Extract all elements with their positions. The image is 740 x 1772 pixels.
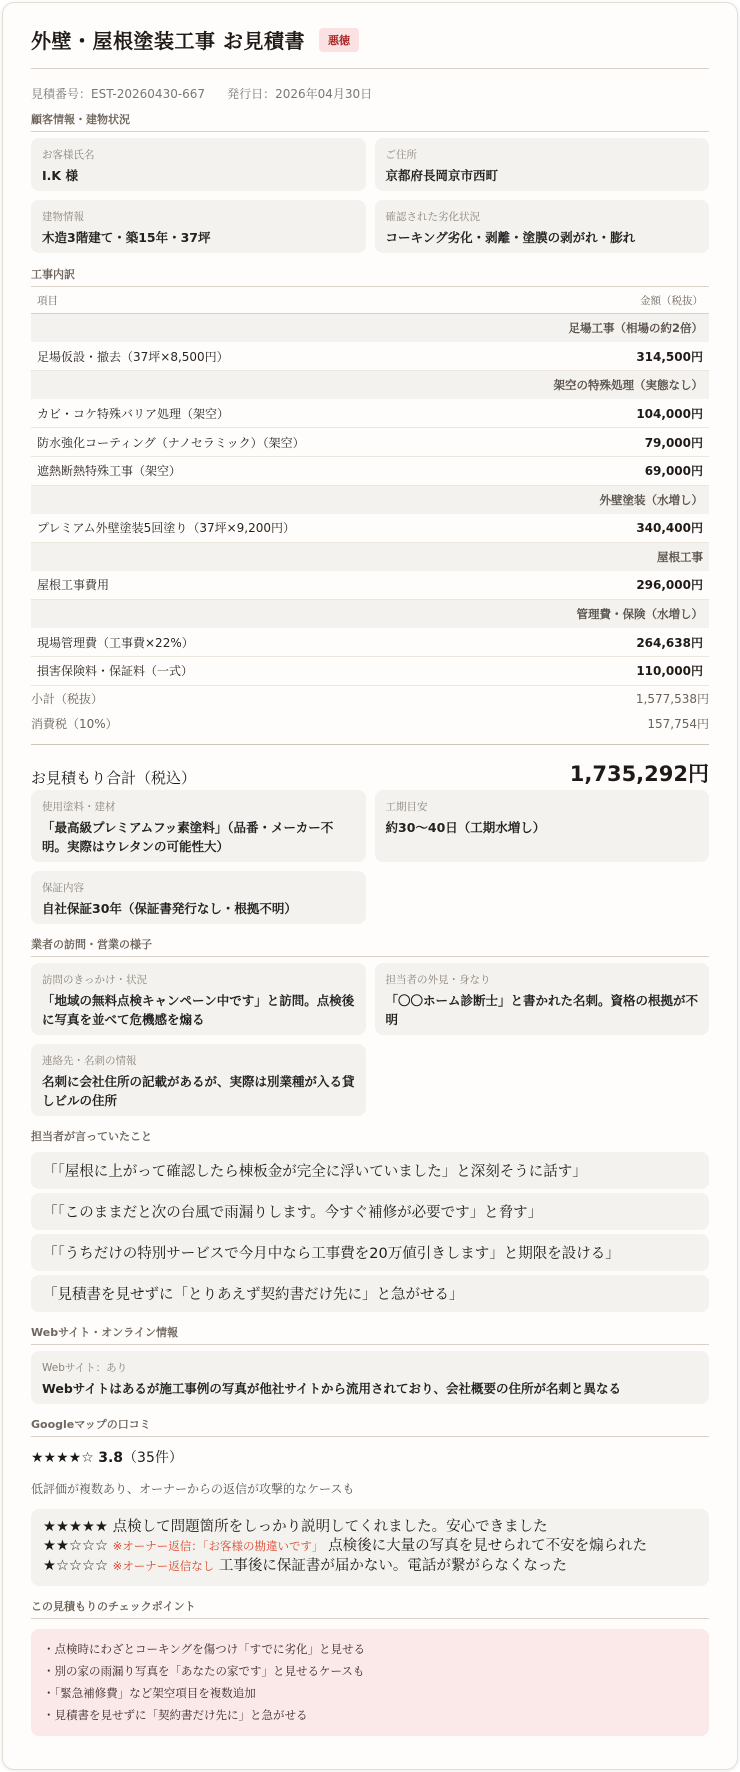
issue-date: 発行日：2026年04月30日 (227, 87, 373, 101)
owner-reply: ※オーナー返信なし (112, 1558, 215, 1573)
customer-address-box (375, 138, 710, 191)
table-row (31, 514, 709, 543)
customer-info-grid (31, 138, 709, 253)
category-label: 架空の特殊処理（実態なし） (31, 371, 709, 400)
item-name: 現場管理費（工事費×22%） (31, 628, 560, 657)
staff-appearance-box (375, 963, 710, 1035)
item-name: 防水強化コーティング（ナノセラミック）（架空） (31, 428, 560, 457)
building-info-label: 建物情報 (42, 211, 84, 223)
document-header (31, 25, 709, 69)
table-row (31, 342, 709, 371)
customer-name-value: I.K 様 (42, 168, 78, 183)
quote-item: 「「屋根に上がって確認したら棟板金が完全に浮いていました」と深刻そうに話す」 (31, 1152, 709, 1189)
item-amount: 264,638円 (560, 628, 709, 657)
spec-grid (31, 790, 709, 924)
review-note: 低評価が複数あり、オーナーからの返信が攻撃的なケースも (31, 1481, 355, 1496)
tax-value: 157,754円 (647, 716, 709, 731)
total-row (31, 744, 709, 788)
website-value: Webサイトはあるが施工事例の写真が他社サイトから流用されており、会社概要の住所が名刺と異なる (42, 1380, 622, 1396)
document-meta (31, 85, 709, 102)
category-row (31, 542, 709, 571)
table-row (31, 657, 709, 686)
checkpoint-item: ・別の家の雨漏り写真を「あなたの家です」と見せるケースも (43, 1664, 365, 1679)
work-period-label: 工期目安 (385, 800, 428, 813)
estimate-number: 見積番号：EST-20260430-667 (31, 87, 206, 101)
checkpoints-section-title: この見積もりのチェックポイント (31, 1598, 709, 1619)
visit-reason-value: 「地域の無料点検キャンペーン中です」と訪問。点検後に写真を並べて危機感を煽る (42, 992, 355, 1028)
contact-info-box (31, 1044, 366, 1116)
checkpoint-item: ・点検時にわざとコーキングを傷つけ「すでに劣化」と見せる (43, 1642, 365, 1657)
item-amount: 340,400円 (560, 514, 709, 543)
paint-material-box (31, 790, 366, 862)
table-row (31, 456, 709, 485)
quote-item: 「「このままだと次の台風で雨漏りします。今すぐ補修が必要です」と脅す」 (31, 1193, 709, 1230)
table-row (31, 428, 709, 457)
works-section-title: 工事内訳 (31, 266, 709, 287)
item-name: 足場仮設・撤去（37坪×8,500円） (31, 342, 560, 371)
review-stars: ★☆☆☆☆ (43, 1557, 108, 1574)
category-row (31, 371, 709, 400)
visit-section-title: 業者の訪問・営業の様子 (31, 936, 709, 957)
paint-material-label: 使用塗料・建材 (42, 800, 116, 813)
fraud-badge: 悪徳 (319, 28, 359, 52)
item-amount: 104,000円 (560, 399, 709, 428)
building-info-box (31, 200, 366, 253)
category-row (31, 314, 709, 343)
category-row (31, 599, 709, 628)
item-amount: 314,500円 (560, 342, 709, 371)
subtotal-value: 1,577,538円 (635, 691, 709, 706)
item-amount: 296,000円 (560, 571, 709, 600)
rating-summary (31, 1447, 709, 1467)
document-title: 外壁・屋根塗装工事 お見積書 (31, 29, 305, 53)
review-text: 点検して問題箇所をしっかり説明してくれました。安心できました (112, 1518, 548, 1535)
quote-item: 「見積書を見せずに「とりあえず契約書だけ先に」と急がせる」 (31, 1275, 709, 1312)
visit-grid (31, 963, 709, 1116)
website-box (31, 1351, 709, 1404)
table-row (31, 399, 709, 428)
column-amount: 金額（税抜） (560, 289, 709, 314)
staff-appearance-label: 担当者の外見・身なり (385, 973, 491, 986)
category-label: 管理費・保険（水増し） (31, 599, 709, 628)
category-row (31, 485, 709, 514)
review-stars: ★★★★★ (43, 1518, 108, 1535)
customer-address-value: 京都府長岡京市西町 (385, 168, 499, 183)
tax-label: 消費税（10%） (31, 716, 118, 731)
review-item (43, 1537, 697, 1557)
category-label: 外壁塗装（水増し） (31, 485, 709, 514)
checkpoint-item: ・見積書を見せずに「契約書だけ先に」と急がせる (43, 1707, 308, 1722)
item-name: 損害保険料・保証料（一式） (31, 657, 560, 686)
category-label: 足場工事（相場の約2倍） (31, 314, 709, 343)
work-period-value: 約30〜40日（工期水増し） (385, 819, 546, 835)
website-label: Webサイト：あり (42, 1361, 128, 1374)
table-row (31, 628, 709, 657)
item-amount: 110,000円 (560, 657, 709, 686)
estimate-table (31, 289, 709, 686)
warranty-box (31, 871, 366, 924)
customer-name-label: お客様氏名 (42, 149, 95, 161)
review-item (43, 1557, 697, 1577)
rating-stars: ★★★★☆ (31, 1449, 94, 1466)
visit-reason-box (31, 963, 366, 1035)
review-count: （35件） (123, 1449, 183, 1466)
building-info-value: 木造3階建て・築15年・37坪 (42, 230, 211, 245)
contact-info-value: 名刺に会社住所の記載があるが、実際は別業種が入る貸しビルの住所 (42, 1073, 355, 1109)
rating-score: 3.8 (98, 1449, 124, 1466)
column-item: 項目 (31, 289, 560, 314)
owner-reply: ※オーナー返信：「お客様の勘違いです」 (112, 1539, 324, 1554)
table-row (31, 571, 709, 600)
total-value: 1,735,292円 (569, 761, 709, 786)
paint-material-value: 「最高級プレミアムフッ素塗料」（品番・メーカー不明。実際はウレタンの可能性大） (42, 819, 334, 855)
contact-info-label: 連絡先・名刺の情報 (42, 1054, 137, 1067)
gmap-section-title: Googleマップの口コミ (31, 1416, 709, 1437)
category-label: 屋根工事 (31, 542, 709, 571)
customer-section-title: 顧客情報・建物状況 (31, 111, 709, 132)
item-name: カビ・コケ特殊バリア処理（架空） (31, 399, 560, 428)
warranty-label: 保証内容 (42, 881, 84, 894)
warranty-value: 自社保証30年（保証書発行なし・根拠不明） (42, 900, 297, 916)
review-text: 点検後に大量の写真を見せられて不安を煽られた (328, 1538, 648, 1555)
review-item (43, 1518, 697, 1538)
customer-name-box (31, 138, 366, 191)
estimate-document (2, 2, 738, 1770)
damage-status-value: コーキング劣化・剥離・塗膜の剥がれ・膨れ (385, 230, 636, 245)
subtotal-row (31, 686, 709, 711)
work-period-box (375, 790, 710, 862)
damage-status-box (375, 200, 710, 253)
review-text: 工事後に保証書が届かない。電話が繋がらなくなった (218, 1557, 567, 1574)
total-label: お見積もり合計（税込） (31, 768, 197, 787)
item-amount: 79,000円 (560, 428, 709, 457)
estimate-table-header (31, 289, 709, 314)
item-amount: 69,000円 (560, 456, 709, 485)
staff-appearance-value: 「〇〇ホーム診断士」と書かれた名刺。資格の根拠が不明 (385, 992, 699, 1028)
review-stars: ★★☆☆☆ (43, 1538, 108, 1555)
quote-item: 「「うちだけの特別サービスで今月中なら工事費を20万値引きします」と期限を設ける」 (31, 1234, 709, 1271)
item-name: プレミアム外壁塗装5回塗り（37坪×9,200円） (31, 514, 560, 543)
item-name: 遮熱断熱特殊工事（架空） (31, 456, 560, 485)
customer-address-label: ご住所 (385, 149, 417, 161)
item-name: 屋根工事費用 (31, 571, 560, 600)
checkpoint-item: ・「緊急補修費」など架空項目を複数追加 (43, 1685, 256, 1700)
web-section-title: Webサイト・オンライン情報 (31, 1324, 709, 1345)
review-list (31, 1509, 709, 1587)
visit-reason-label: 訪問のきっかけ・状況 (42, 973, 147, 986)
tax-row (31, 711, 709, 736)
subtotal-label: 小計（税抜） (31, 691, 104, 706)
said-section-title: 担当者が言っていたこと (31, 1129, 152, 1143)
checkpoint-list (31, 1629, 709, 1736)
damage-status-label: 確認された劣化状況 (385, 211, 480, 223)
